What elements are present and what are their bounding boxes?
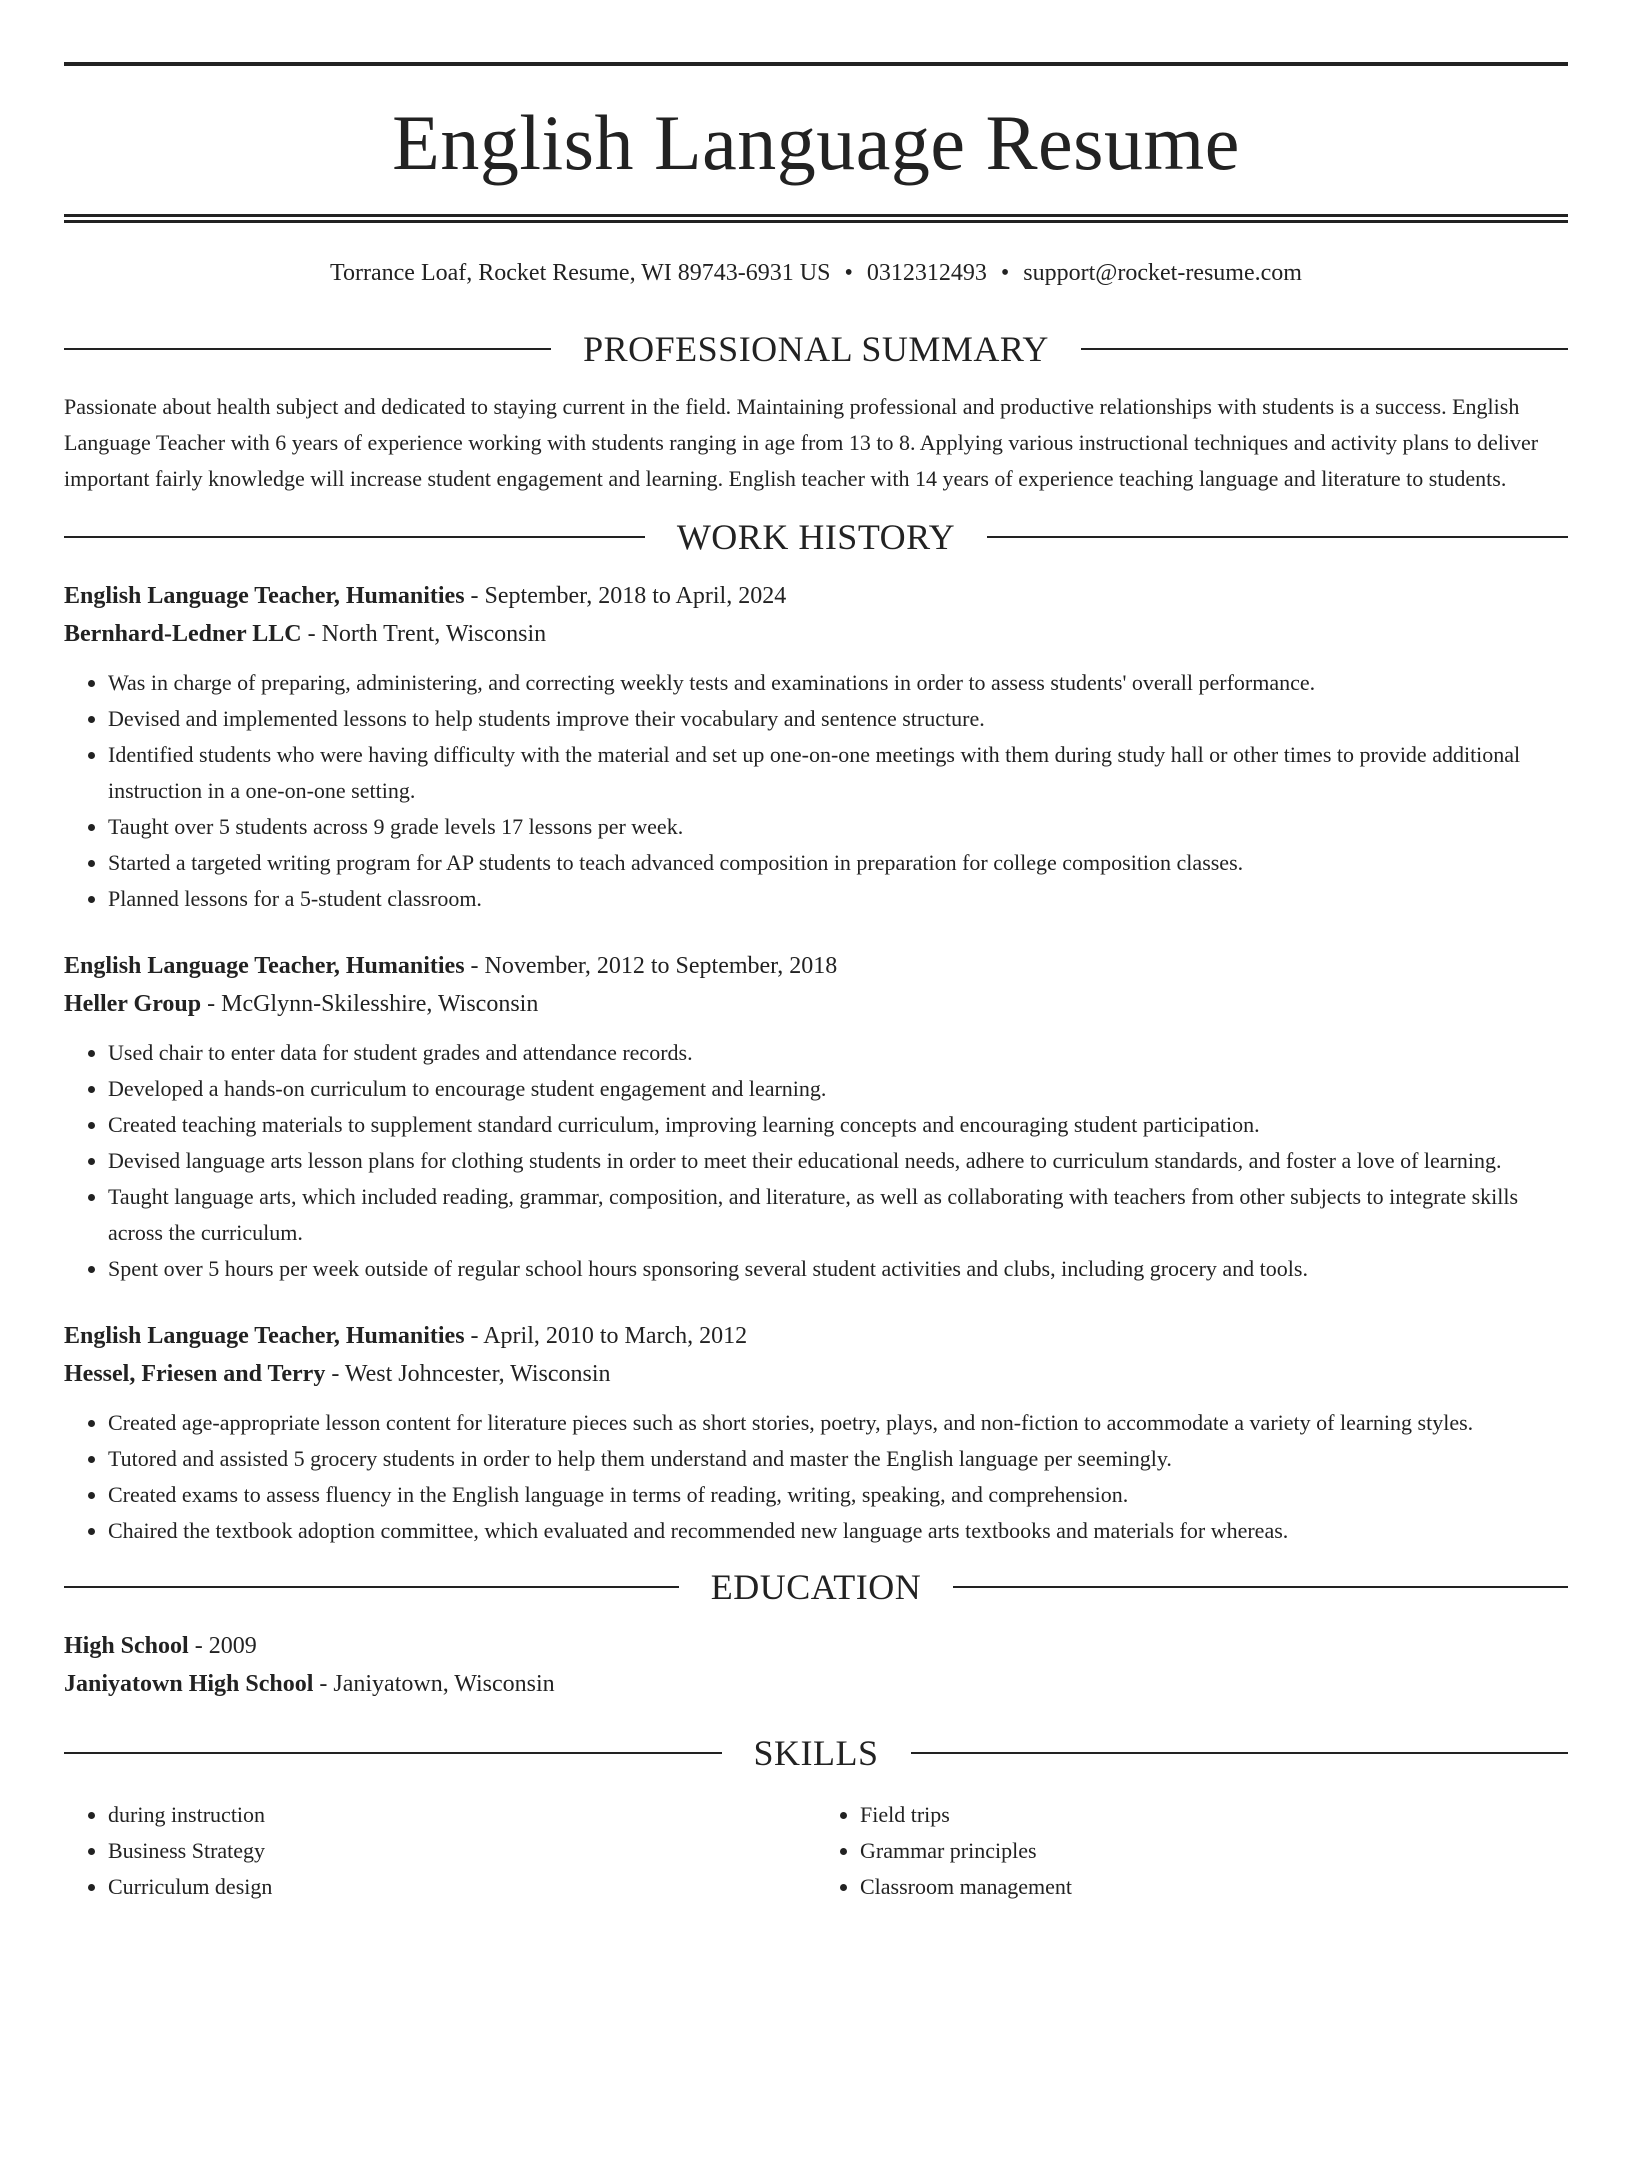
section-heading-work xyxy=(64,519,1568,555)
job-bullet: • Taught over 5 students across 9 grade levels 17 lessons per week. xyxy=(108,809,1568,845)
section-title: PROFESSIONAL SUMMARY xyxy=(583,329,1049,369)
resume-title: English Language Resume xyxy=(392,99,1240,186)
job-bullet: • Created age-appropriate lesson content for literature pieces such as short stories, poetry, plays, and non-fiction to accommodate a variety of learning styles. xyxy=(108,1405,1568,1441)
skill-item: • during instruction xyxy=(108,1797,816,1833)
job-bullet: • Tutored and assisted 5 grocery students in order to help them understand and master the English language per seemingly. xyxy=(108,1441,1568,1477)
contact-phone: 0312312493 xyxy=(866,260,987,286)
section-title: SKILLS xyxy=(753,1733,879,1773)
job-company-line xyxy=(64,1355,1568,1393)
job-title: English Language Teacher, Humanities xyxy=(64,1323,465,1349)
skills-column-left xyxy=(64,1797,816,1905)
section-title: EDUCATION xyxy=(710,1567,922,1607)
job-location: - North Trent, Wisconsin xyxy=(301,621,547,647)
heading-rule xyxy=(987,536,1568,538)
section-heading-education xyxy=(64,1569,1568,1605)
education-school: Janiyatown High School xyxy=(64,1671,314,1697)
job-company-line xyxy=(64,985,1568,1023)
job-dates: - April, 2010 to March, 2012 xyxy=(464,1323,748,1349)
job-title-line xyxy=(64,947,1568,985)
heading-rule xyxy=(911,1752,1569,1754)
job-bullet: • Spent over 5 hours per week outside of regular school hours sponsoring several student activities and clubs, including grocery and tools. xyxy=(108,1251,1568,1287)
job-company-line xyxy=(64,615,1568,653)
heading-rule xyxy=(64,1752,722,1754)
contact-line xyxy=(64,261,1568,285)
education-school-line xyxy=(64,1665,1568,1703)
skill-item: • Field trips xyxy=(860,1797,1568,1833)
job-company: Hessel, Friesen and Terry xyxy=(64,1361,326,1387)
education-degree: High School xyxy=(64,1633,189,1659)
education-degree-line xyxy=(64,1627,1568,1665)
job-bullet: • Planned lessons for a 5-student classroom. xyxy=(108,881,1568,917)
education-entry xyxy=(64,1627,1568,1703)
heading-rule xyxy=(953,1586,1568,1588)
job-entry xyxy=(64,947,1568,1287)
job-location: - McGlynn-Skilesshire, Wisconsin xyxy=(201,991,539,1017)
job-title: English Language Teacher, Humanities xyxy=(64,953,465,979)
job-bullet: • Devised and implemented lessons to help students improve their vocabulary and sentence structure. xyxy=(108,701,1568,737)
job-entry xyxy=(64,577,1568,917)
title-double-rule xyxy=(64,214,1568,223)
heading-rule xyxy=(64,536,645,538)
job-bullet: • Taught language arts, which included reading, grammar, composition, and literature, as well as collaborating with teachers from other subjects to integrate skills across the curriculum. xyxy=(108,1179,1568,1251)
job-dates: - September, 2018 to April, 2024 xyxy=(464,583,787,609)
job-bullet: • Devised language arts lesson plans for clothing students in order to meet their educational needs, adhere to curriculum standards, and foster a love of learning. xyxy=(108,1143,1568,1179)
resume-page xyxy=(0,62,1632,2174)
job-bullet: • Used chair to enter data for student grades and attendance records. xyxy=(108,1035,1568,1071)
job-dates: - November, 2012 to September, 2018 xyxy=(464,953,838,979)
job-title-line xyxy=(64,1317,1568,1355)
contact-separator: • xyxy=(844,260,853,286)
contact-address: Torrance Loaf, Rocket Resume, WI 89743-6931 US xyxy=(330,260,831,286)
job-bullet: • Developed a hands-on curriculum to encourage student engagement and learning. xyxy=(108,1071,1568,1107)
heading-rule xyxy=(1081,348,1568,350)
skill-item: • Curriculum design xyxy=(108,1869,816,1905)
work-history-list xyxy=(64,577,1568,1549)
heading-rule xyxy=(64,348,551,350)
job-company: Heller Group xyxy=(64,991,202,1017)
job-bullet: • Created teaching materials to supplement standard curriculum, improving learning concepts and encouraging student participation. xyxy=(108,1107,1568,1143)
summary-text: Passionate about health subject and dedicated to staying current in the field. Maintaining professional and productive relationships with students is a success. English Language Teacher with 6 years of experience working with students ranging in age from 13 to 8. Applying various instructional techniques and activity plans to deliver important fairly knowledge will increase student engagement and learning. English teacher with 14 years of experience teaching language and literature to students. xyxy=(64,394,1539,491)
job-location: - West Johncester, Wisconsin xyxy=(325,1361,611,1387)
skills-column-right xyxy=(816,1797,1568,1905)
contact-email: support@rocket-resume.com xyxy=(1023,260,1302,286)
top-rule xyxy=(64,62,1568,66)
section-heading-summary xyxy=(64,331,1568,367)
skill-item: • Classroom management xyxy=(860,1869,1568,1905)
skill-item: • Grammar principles xyxy=(860,1833,1568,1869)
job-bullet: • Started a targeted writing program for AP students to teach advanced composition in preparation for college composition classes. xyxy=(108,845,1568,881)
job-entry xyxy=(64,1317,1568,1549)
job-bullet: • Identified students who were having difficulty with the material and set up one-on-one meetings with them during study hall or other times to provide additional instruction in a one-on-one setting. xyxy=(108,737,1568,809)
contact-separator: • xyxy=(1000,260,1010,286)
job-bullets xyxy=(64,1035,1568,1287)
education-year: - 2009 xyxy=(188,1633,257,1659)
job-bullets xyxy=(64,1405,1568,1549)
skills-list xyxy=(64,1797,1568,1905)
skill-item: • Business Strategy xyxy=(108,1833,816,1869)
education-location: - Janiyatown, Wisconsin xyxy=(313,1671,555,1697)
job-bullet: • Was in charge of preparing, administering, and correcting weekly tests and examinations in order to assess students' overall performance. xyxy=(108,665,1568,701)
job-company: Bernhard-Ledner LLC xyxy=(64,621,302,647)
job-bullet: • Created exams to assess fluency in the English language in terms of reading, writing, speaking, and comprehension. xyxy=(108,1477,1568,1513)
job-bullet: • Chaired the textbook adoption committee, which evaluated and recommended new language arts textbooks and materials for whereas. xyxy=(108,1513,1568,1549)
job-bullets xyxy=(64,665,1568,917)
job-title-line xyxy=(64,577,1568,615)
section-heading-skills xyxy=(64,1735,1568,1771)
job-title: English Language Teacher, Humanities xyxy=(64,583,465,609)
heading-rule xyxy=(64,1586,679,1588)
section-title: WORK HISTORY xyxy=(676,517,956,557)
